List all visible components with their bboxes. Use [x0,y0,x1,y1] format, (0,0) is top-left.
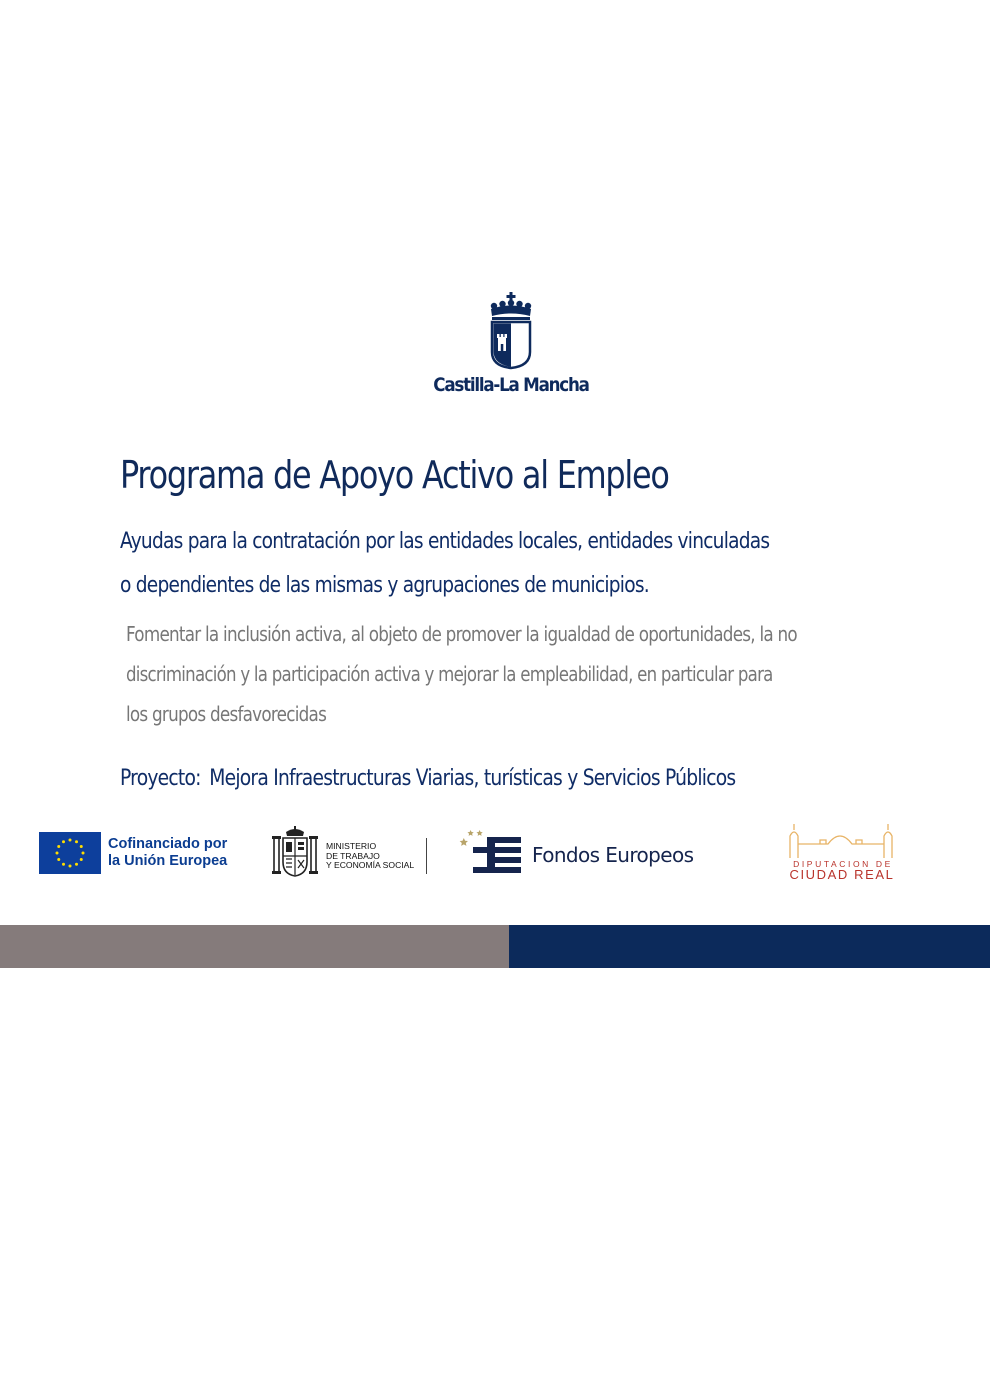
eu-star [62,863,65,866]
ministry-line-1: MINISTERIO [326,841,377,851]
eu-star [75,840,78,843]
eu-text-line-2: la Unión Europea [108,853,228,869]
subtitle-line-1: Ayudas para la contratación por las entidades locales, entidades vinculadas [120,529,770,554]
eu-star [69,839,72,842]
description-line-1: Fomentar la inclusión activa, al objeto de promover la igualdad de oportunidades, la no [126,622,797,646]
castilla-la-mancha-name: Castilla-La Mancha [433,374,589,396]
eu-star [80,858,83,861]
eu-star [75,863,78,866]
eu-star [57,845,60,848]
ministry-divider [426,838,427,874]
eu-flag-icon [39,832,101,874]
page-title: Programa de Apoyo Activo al Empleo [120,453,669,497]
eu-star [80,845,83,848]
footer-bar-grey [0,925,509,968]
eu-star [62,840,65,843]
diputacion-building-icon [786,822,898,860]
eu-star [82,852,85,855]
ministry-line-3: Y ECONOMÍA SOCIAL [326,860,415,870]
ministry-text [326,842,414,871]
description-line-2: discriminación y la participación activa y mejorar la empleabilidad, en particular para [126,662,773,686]
eu-cofinanciado-text [108,836,227,870]
castilla-la-mancha-logo [0,292,990,402]
subtitle-line-2: o dependientes de las mismas y agrupaciones de municipios. [120,573,649,598]
eu-text-line-1: Cofinanciado por [108,836,228,852]
project-line [120,766,735,791]
project-name: Mejora Infraestructuras Viarias, turísticas y Servicios Públicos [209,766,736,791]
castilla-la-mancha-crest-icon [488,292,534,372]
fondos-europeos-icon [457,829,525,877]
project-label: Proyecto: [120,766,201,791]
eu-star [57,858,60,861]
diputacion-line-1: DIPUTACION DE [793,859,893,869]
description-line-3: los grupos desfavorecidas [126,702,327,726]
ministry-line-2: DE TRABAJO [326,850,380,861]
footer-bar-navy [509,925,990,968]
eu-star [56,852,59,855]
diputacion-line-2: CIUDAD REAL [789,867,895,882]
spain-coat-of-arms-icon [270,826,320,878]
fondos-europeos-label: Fondos Europeos [532,843,694,867]
eu-star [69,865,72,868]
